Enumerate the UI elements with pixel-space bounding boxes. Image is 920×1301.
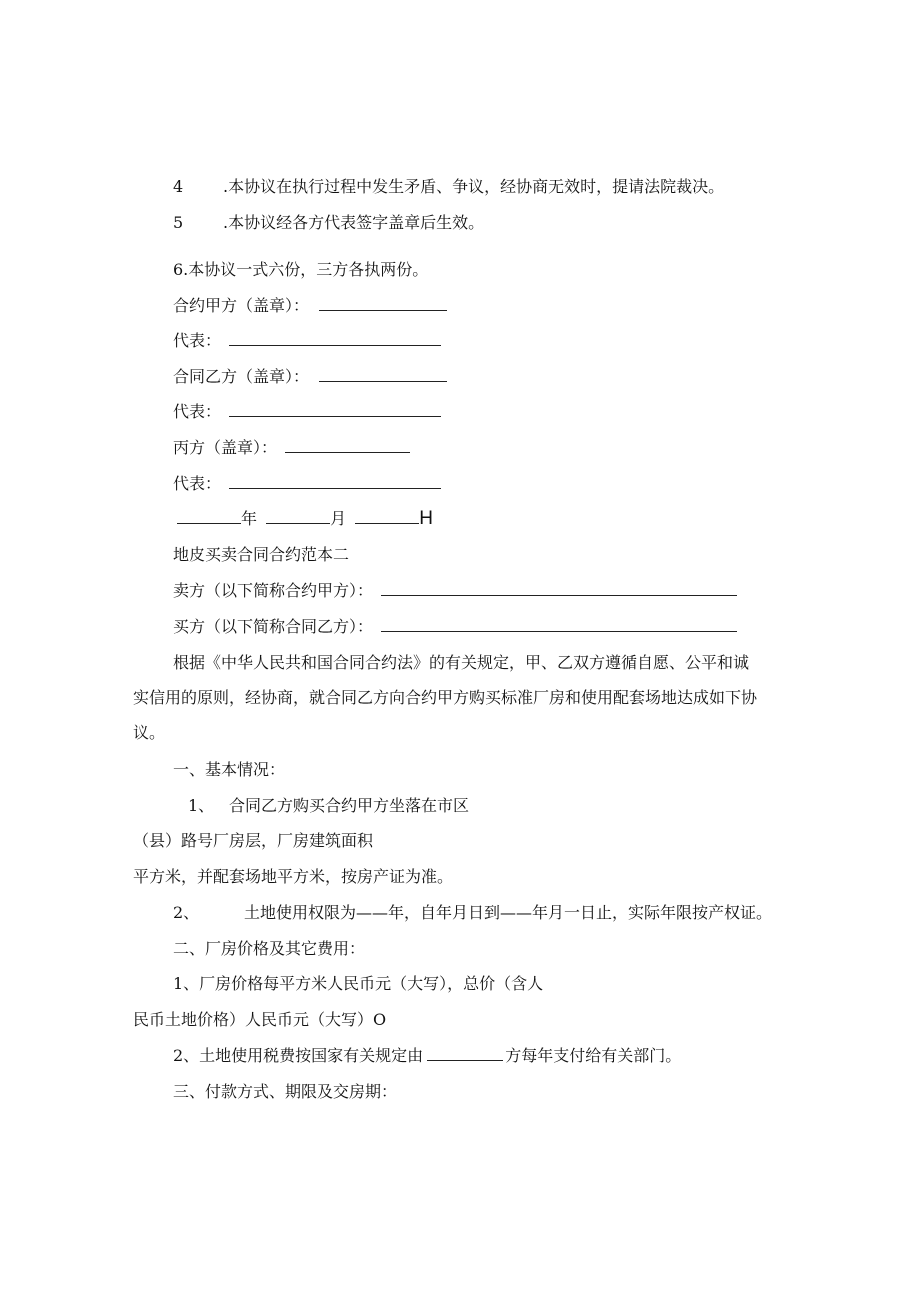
tax-payer-blank [427, 1046, 503, 1061]
rep-1-signature [173, 331, 441, 351]
tax-pre: 2、土地使用税费按国家有关规定由 [173, 1046, 424, 1065]
item-2-number: 2、 [173, 903, 200, 922]
party-b-signature [173, 367, 447, 387]
day-label: H [419, 508, 433, 529]
intro-line-1: 根据《中华人民共和国合同合约法》的有关规定，甲、乙双方遵循自愿、公平和诚 [173, 653, 750, 672]
contract-2-title: 地皮买卖合同合约范本二 [173, 545, 350, 564]
price-line-1: 1、厂房价格每平方米人民币元（大写），总价（含人 [173, 974, 544, 993]
month-blank [266, 509, 330, 524]
seller-blank [381, 581, 737, 596]
intro-line-3: 议。 [133, 723, 166, 742]
month-label: 月 [330, 509, 347, 528]
clause-6: 6.本协议一式六份，三方各执两份。 [173, 260, 429, 279]
buyer-label: 买方（以下简称合同乙方）： [173, 617, 374, 636]
tax-post: 方每年支付给有关部门。 [505, 1046, 682, 1065]
date-line [177, 509, 433, 529]
item-1-number: 1、 [188, 796, 215, 815]
item-1-line-3: 平方米，并配套场地平方米，按房产证为准。 [133, 867, 454, 886]
clause-4 [173, 177, 724, 197]
rep-3-blank [229, 474, 441, 489]
intro-line-2: 实信用的原则，经协商，就合同乙方向合约甲方购买标准厂房和使用配套场地达成如下协 [133, 688, 758, 707]
clause-5-number: 5 [173, 213, 184, 232]
item-1-line-2: （县）路号厂房层，厂房建筑面积 [133, 831, 374, 850]
item-2 [173, 903, 772, 923]
rep-2-label: 代表： [173, 402, 222, 421]
party-c-signature [173, 438, 410, 458]
rep-2-blank [229, 402, 441, 417]
party-b-label: 合同乙方（盖章）： [173, 367, 310, 386]
seller-line [173, 581, 737, 601]
section-2-title: 二、厂房价格及其它费用： [173, 939, 366, 958]
year-label: 年 [241, 509, 258, 528]
seller-label: 卖方（以下简称合约甲方）： [173, 581, 374, 600]
buyer-blank [381, 617, 737, 632]
party-a-signature [173, 296, 447, 316]
party-c-label: 丙方（盖章）： [173, 438, 278, 457]
party-a-label: 合约甲方（盖章）： [173, 296, 310, 315]
rep-2-signature [173, 402, 441, 422]
rep-3-label: 代表： [173, 474, 222, 493]
day-blank [355, 509, 419, 524]
party-c-blank [285, 438, 410, 453]
item-1-text: 合同乙方购买合约甲方坐落在市区 [229, 796, 470, 815]
section-1-title: 一、基本情况： [173, 760, 286, 779]
clause-4-text: .本协议在执行过程中发生矛盾、争议，经协商无效时，提请法院裁决。 [223, 177, 725, 196]
tax-line [173, 1046, 681, 1066]
clause-4-number: 4 [173, 177, 184, 196]
item-1-line-1 [188, 796, 469, 816]
item-2-text: 土地使用权限为——年，自年月日到——年月一日止，实际年限按产权证。 [244, 903, 773, 922]
price-line-2 [133, 1010, 386, 1030]
party-a-blank [319, 296, 447, 311]
clause-5 [173, 213, 484, 233]
price-line-2-text: 民币土地价格）人民币元（大写）O [133, 1010, 387, 1029]
clause-5-text: .本协议经各方代表签字盖章后生效。 [223, 213, 485, 232]
section-3-title: 三、付款方式、期限及交房期： [173, 1082, 398, 1101]
party-b-blank [319, 367, 447, 382]
rep-1-label: 代表： [173, 331, 222, 350]
rep-1-blank [229, 331, 441, 346]
year-blank [177, 509, 241, 524]
buyer-line [173, 617, 737, 637]
rep-3-signature [173, 474, 441, 494]
